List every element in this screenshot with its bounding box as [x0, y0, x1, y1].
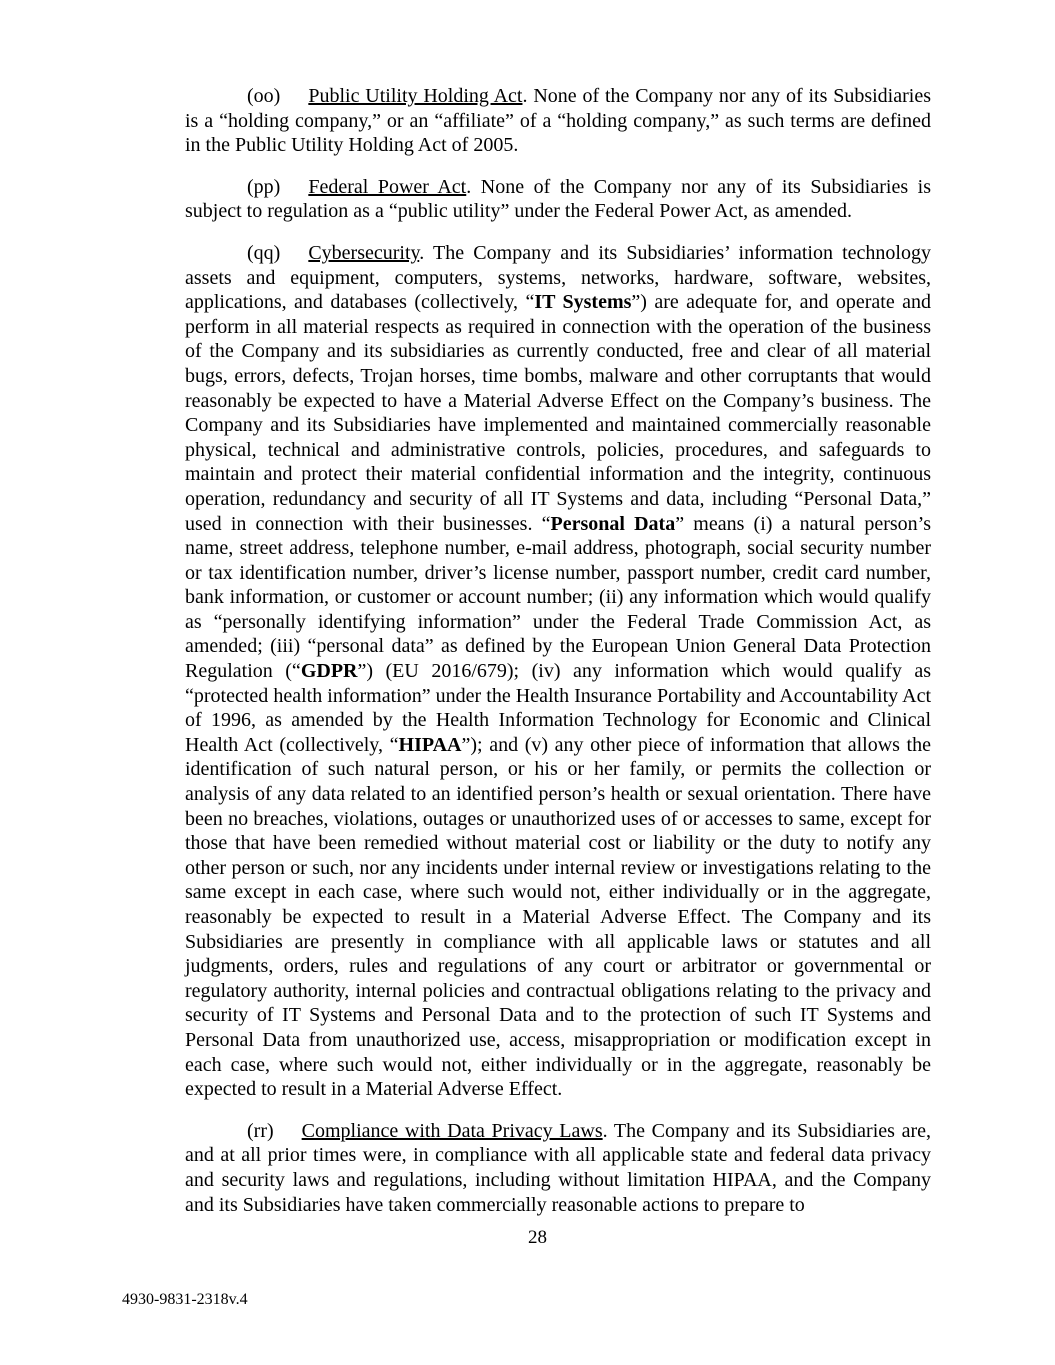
text-run: . The Company and its Subsidiaries’ information technology assets and equipment, computers, systems, networks, hardware, software, websites, applications, and databases (collectively, “ [185, 241, 931, 314]
defined-term: IT Systems [534, 291, 632, 314]
paragraph-oo [185, 84, 931, 158]
text-run: ”) are adequate for, and operate and perform in all material respects as required in connection with the operation of the business of the Company and its subsidiaries as currently conducted, free and clear of all material bugs, errors, defects, Trojan horses, time bombs, malware and other corruptants that would reasonably be expected to have a Material Adverse Effect on the Company’s business. The Company and its Subsidiaries have implemented and maintained commercially reasonable physical, technical and administrative controls, policies, procedures, and safeguards to maintain and protect their material confidential information and the integrity, continuous operation, redundancy and security of all IT Systems and data, including “Personal Data,” used in connection with their businesses. “ [185, 291, 931, 535]
text-run: . None of the Company nor any of its Subsidiaries is subject to regulation as a “public utility” under the Federal Power Act, as amended. [185, 175, 931, 223]
text-run: ”); and (v) any other piece of information that allows the identification of such natural person, or his or her family, or permits the collection or analysis of any data related to an identified person’s health or sexual orientation. There have been no breaches, violations, outages or unauthorized uses of or accesses to same, except for those that have been remedied without material cost or liability or the duty to notify any other person or such, nor any incidents under internal review or investigations relating to the same except in each case, where such would not, either individually or in the aggregate, reasonably be expected to result in a Material Adverse Effect. The Company and its Subsidiaries are presently in compliance with all applicable laws or statutes and all judgments, orders, rules and regulations of any court or arbitrator or governmental or regulatory authority, internal policies and contractual obligations relating to the privacy and security of IT Systems and Personal Data and to the protection of such IT Systems and Personal Data from unauthorized use, access, misappropriation or modification except in each case, where such would not, either individually or in the aggregate, reasonably be expected to result in a Material Adverse Effect. [185, 733, 931, 1101]
document-body [185, 84, 931, 1234]
paragraph-label: (qq) [247, 241, 281, 264]
heading-underlined: Federal Power Act [308, 175, 467, 198]
text-run: . None of the Company nor any of its Subsidiaries is a “holding company,” or an “affiliate” of a “holding company,” as such terms are defined in the Public Utility Holding Act of 2005. [185, 85, 931, 157]
page-number: 28 [528, 1227, 547, 1248]
paragraph-rr [185, 1119, 931, 1217]
text-run: . The Company and its Subsidiaries are, and at all prior times were, in compliance with all applicable state and federal data privacy and security laws and regulations, including without limitation HIPAA, and the Company and its Subsidiaries have taken commercially reasonable actions to prepare to [185, 1119, 932, 1216]
heading-underlined: Cybersecurity [308, 241, 420, 264]
text-run: ” means (i) a natural person’s name, street address, telephone number, e-mail address, photograph, social security number or tax identification number, driver’s license number, passport number, credit card number, bank information, or customer or account number; (ii) any information which would qualify as “personally identifying information” under the Federal Trade Commission Act, as amended; (iii) “personal data” as defined by the European Union General Data Protection Regulation (“ [185, 512, 931, 683]
paragraph-label: (oo) [247, 85, 281, 107]
defined-term: GDPR [300, 660, 358, 683]
defined-term: HIPAA [398, 733, 462, 756]
document-control-number: 4930-9831-2318v.4 [122, 1291, 248, 1308]
paragraph-qq [185, 241, 931, 1102]
paragraph-pp [185, 175, 931, 224]
defined-term: Personal Data [550, 512, 676, 535]
text-run: ”) (EU 2016/679); (iv) any information which would qualify as “protected health information” under the Health Insurance Portability and Accountability Act of 1996, as amended by the Health Information Technology for Economic and Clinical Health Act (collectively, “ [185, 660, 931, 756]
paragraph-label: (pp) [247, 175, 281, 198]
heading-underlined: Public Utility Holding Act [308, 85, 523, 107]
paragraph-label: (rr) [247, 1119, 274, 1142]
heading-underlined: Compliance with Data Privacy Laws [301, 1119, 603, 1142]
